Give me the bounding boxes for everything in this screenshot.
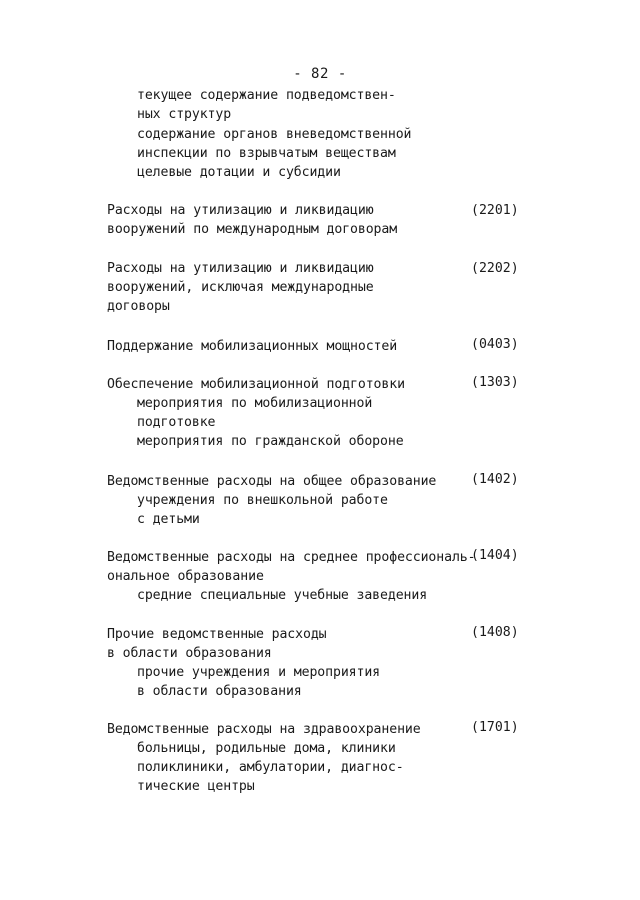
entry-heading: ональное образование [107, 569, 264, 584]
entry-code: (1402) [471, 472, 519, 487]
entry-heading: Расходы на утилизацию и ликвидацию [107, 261, 374, 276]
entry-code: (1404) [471, 548, 519, 563]
entry-subline: больницы, родильные дома, клиники [137, 741, 396, 756]
entry-heading: Обеспечение мобилизационной подготовки [107, 377, 405, 392]
entry-heading: Прочие ведомственные расходы [107, 627, 327, 642]
entry-code: (1408) [471, 625, 519, 640]
entry-subline: учреждения по внешкольной работе [137, 493, 388, 508]
intro-line: целевые дотации и субсидии [137, 165, 341, 180]
entry-code: (0403) [471, 337, 519, 352]
intro-line: текущее содержание подведомствен- [137, 88, 396, 103]
entry-heading: Ведомственные расходы на среднее профессиональ- [107, 550, 476, 565]
intro-line: содержание органов вневедомственной [137, 127, 412, 142]
entry-heading: Ведомственные расходы на общее образование [107, 474, 437, 489]
entry-subline: мероприятия по гражданской обороне [137, 434, 404, 449]
entry-code: (1701) [471, 720, 519, 735]
entry-heading: Расходы на утилизацию и ликвидацию [107, 203, 374, 218]
entry-subline: прочие учреждения и мероприятия [137, 665, 381, 680]
intro-line: инспекции по взрывчатым веществам [137, 146, 396, 161]
entry-heading: Поддержание мобилизационных мощностей [107, 339, 398, 354]
entry-subline: с детьми [137, 512, 200, 527]
entry-heading: договоры [107, 299, 170, 314]
entry-code: (1303) [471, 375, 519, 390]
entry-heading: вооружений, исключая международные [107, 280, 374, 295]
entry-heading: в области образования [107, 646, 272, 661]
intro-line: ных структур [137, 107, 232, 122]
entry-heading: Ведомственные расходы на здравоохранение [107, 722, 421, 737]
entry-code: (2202) [471, 261, 519, 276]
entry-subline: мероприятия по мобилизационной [137, 396, 373, 411]
page-number: - 82 - [293, 66, 347, 82]
entry-subline: средние специальные учебные заведения [137, 588, 428, 603]
entry-subline: подготовке [137, 415, 216, 430]
entry-code: (2201) [471, 203, 519, 218]
entry-subline: поликлиники, амбулатории, диагнос- [137, 760, 404, 775]
entry-subline: тические центры [137, 779, 255, 794]
entry-heading: вооружений по международным договорам [107, 222, 398, 237]
entry-subline: в области образования [137, 684, 302, 699]
